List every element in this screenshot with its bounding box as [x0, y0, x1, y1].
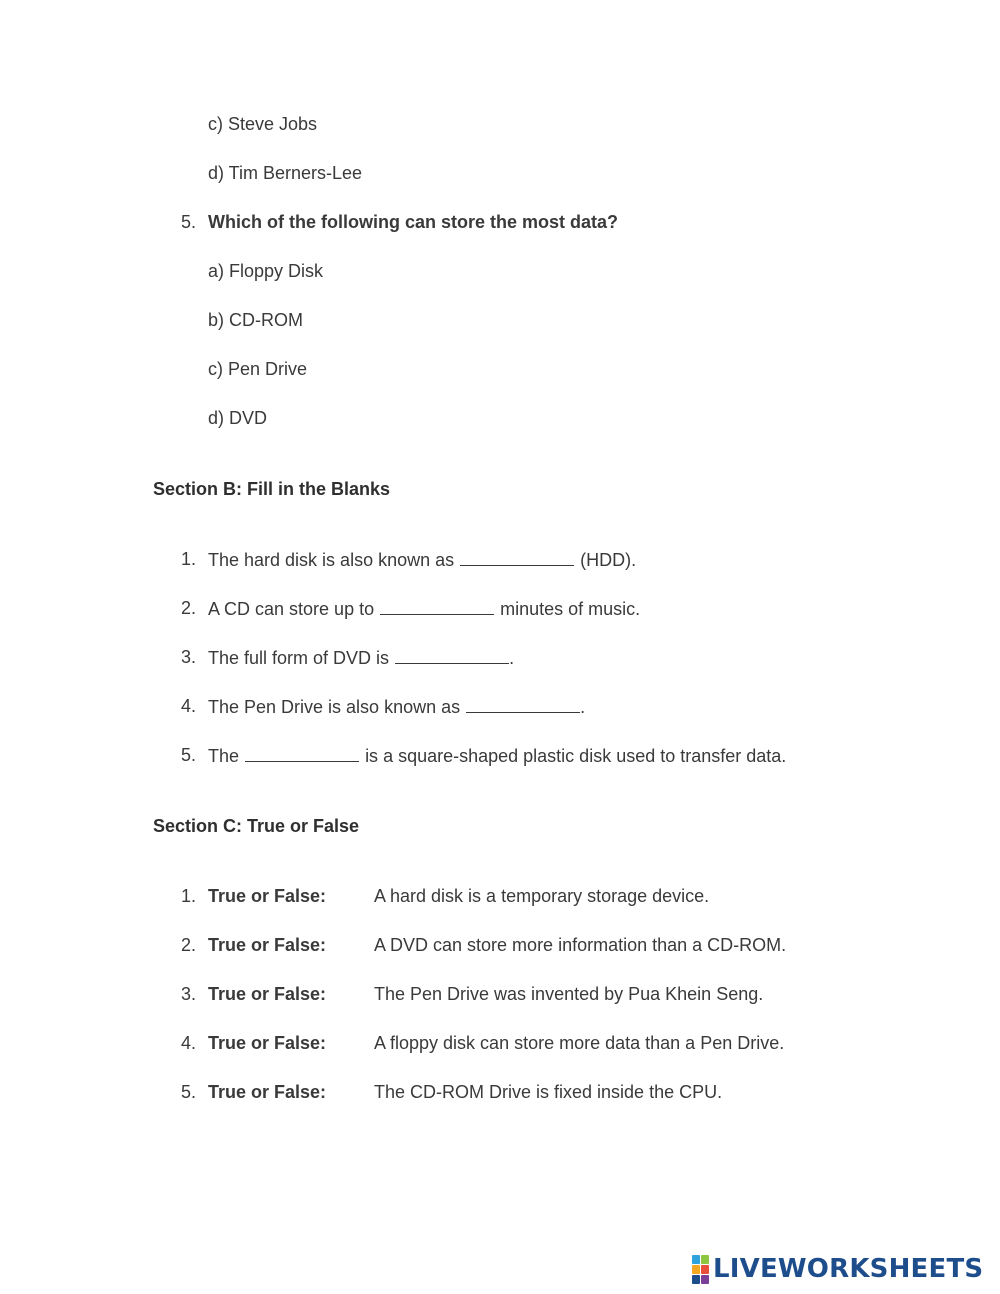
q5-question: Which of the following can store the most data? — [208, 212, 619, 232]
tf-statement-2: A DVD can store more information than a CD-ROM. — [374, 935, 787, 955]
logo-text: LIVEWORKSHEETS — [713, 1254, 984, 1284]
fill-item-text-after: (HDD). — [580, 550, 637, 570]
tf-item-number: 4. — [180, 1033, 196, 1053]
fill-item-number: 3. — [180, 647, 196, 667]
tf-statement-1: A hard disk is a temporary storage device. — [374, 886, 710, 906]
q4-option-d: d) Tim Berners-Lee — [208, 163, 363, 183]
fill-item-3 — [208, 646, 514, 669]
section-b-title: Section B: Fill in the Blanks — [153, 479, 391, 499]
fill-item-number: 4. — [180, 696, 196, 716]
q5-option-d: d) DVD — [208, 408, 268, 428]
tf-item-number: 2. — [180, 935, 196, 955]
answer-blank[interactable] — [466, 695, 580, 713]
answer-blank[interactable] — [395, 646, 509, 664]
q5-number: 5. — [180, 212, 196, 232]
logo-tile — [692, 1275, 700, 1284]
tf-item-number: 5. — [180, 1082, 196, 1102]
fill-item-text-before: The full form of DVD is — [208, 648, 390, 668]
fill-item-text-after: . — [580, 697, 586, 717]
section-c-title: Section C: True or False — [153, 816, 360, 836]
answer-blank[interactable] — [380, 597, 494, 615]
q5-option-a: a) Floppy Disk — [208, 261, 324, 281]
logo-tile — [692, 1265, 700, 1274]
fill-item-1 — [208, 548, 636, 571]
fill-item-text-after: . — [509, 648, 515, 668]
tf-item-number: 1. — [180, 886, 196, 906]
logo-tile — [701, 1275, 709, 1284]
fill-item-text-before: The Pen Drive is also known as — [208, 697, 461, 717]
fill-item-number: 5. — [180, 745, 196, 765]
tf-label: True or False: — [208, 1033, 327, 1053]
fill-item-text-after: minutes of music. — [500, 599, 641, 619]
fill-item-text-before: The — [208, 746, 240, 766]
tf-label: True or False: — [208, 935, 327, 955]
fill-item-2 — [208, 597, 640, 620]
logo-tile — [692, 1255, 700, 1264]
q5-option-b: b) CD-ROM — [208, 310, 303, 330]
tf-statement-5: The CD-ROM Drive is fixed inside the CPU. — [374, 1082, 723, 1102]
tf-statement-3: The Pen Drive was invented by Pua Khein Seng. — [374, 984, 764, 1004]
fill-item-5 — [208, 744, 786, 767]
tf-label: True or False: — [208, 886, 327, 906]
tf-item-number: 3. — [180, 984, 196, 1004]
q4-option-c: c) Steve Jobs — [208, 114, 318, 134]
fill-item-4 — [208, 695, 585, 718]
liveworksheets-logo-icon — [692, 1255, 709, 1284]
fill-item-text-before: The hard disk is also known as — [208, 550, 455, 570]
logo-tile — [701, 1255, 709, 1264]
fill-item-number: 1. — [180, 549, 196, 569]
fill-item-text-before: A CD can store up to — [208, 599, 375, 619]
fill-item-number: 2. — [180, 598, 196, 618]
tf-statement-4: A floppy disk can store more data than a Pen Drive. — [374, 1033, 785, 1053]
answer-blank[interactable] — [460, 548, 574, 566]
answer-blank[interactable] — [245, 744, 359, 762]
fill-item-text-after: is a square-shaped plastic disk used to transfer data. — [365, 746, 787, 766]
liveworksheets-logo[interactable] — [692, 1254, 983, 1284]
q5-option-c: c) Pen Drive — [208, 359, 308, 379]
tf-label: True or False: — [208, 984, 327, 1004]
tf-label: True or False: — [208, 1082, 327, 1102]
logo-tile — [701, 1265, 709, 1274]
